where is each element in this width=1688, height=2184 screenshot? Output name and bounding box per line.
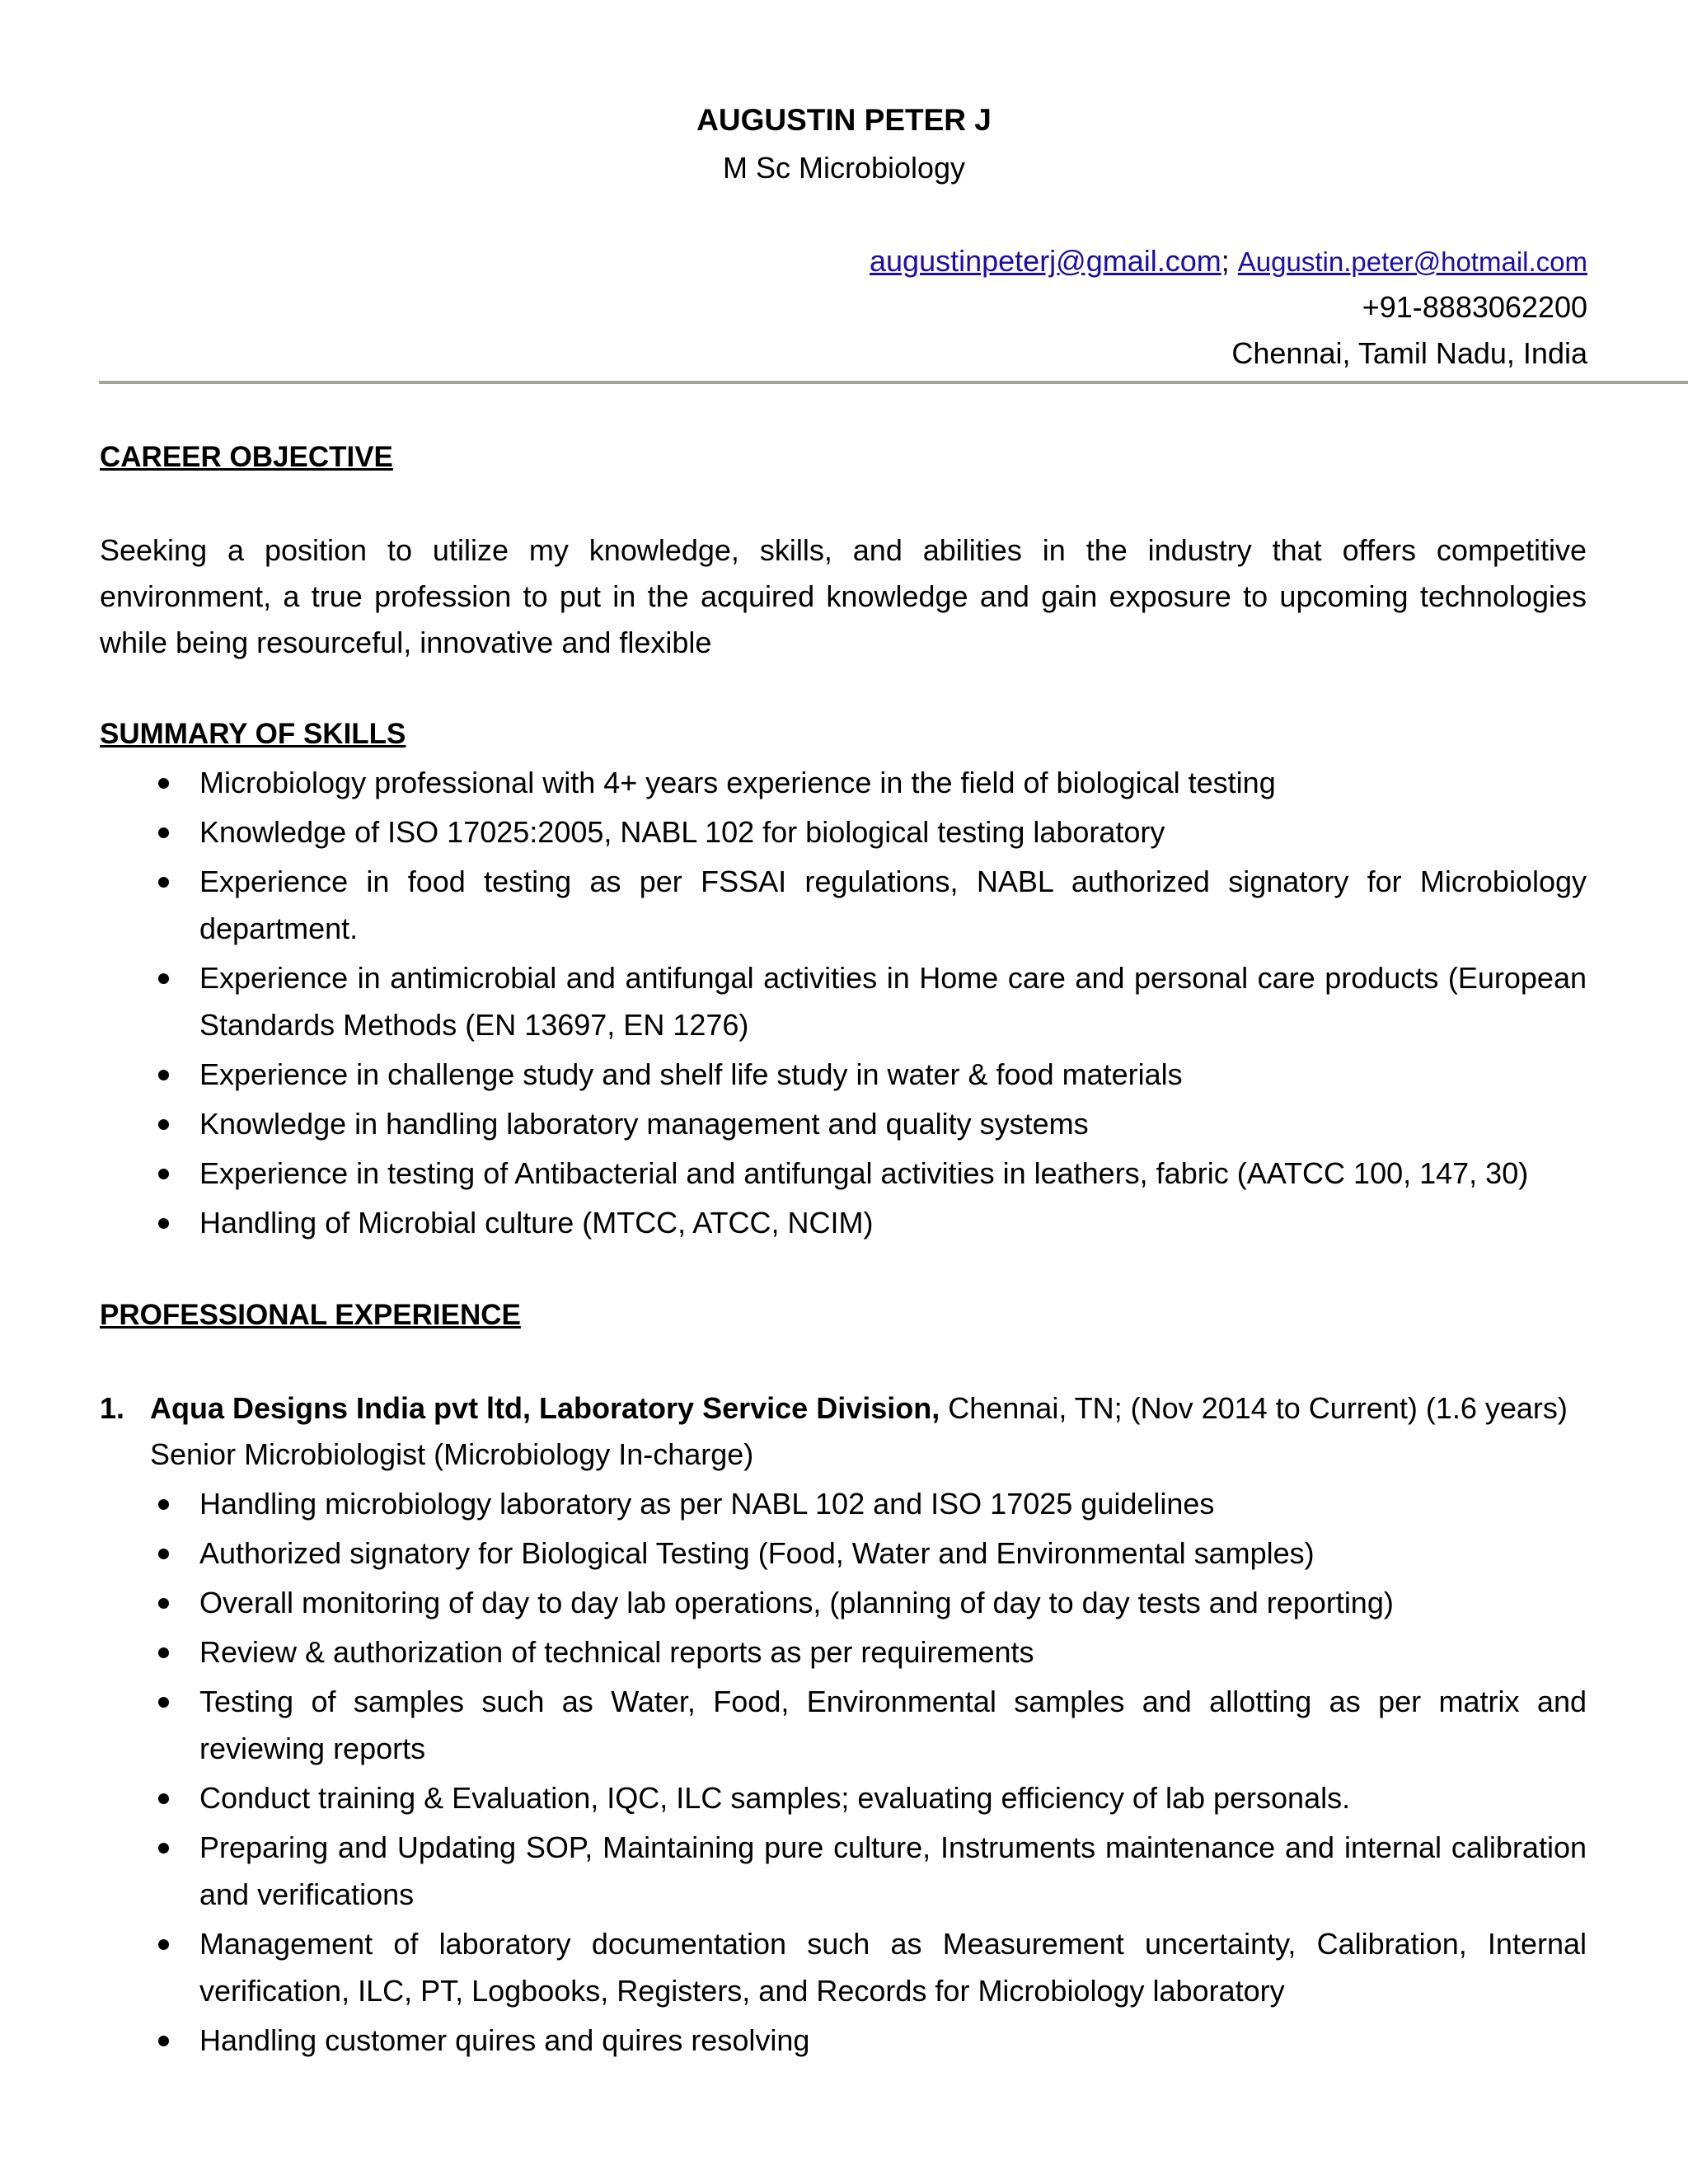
skills-heading: SUMMARY OF SKILLS [100,718,406,750]
list-item: Testing of samples such as Water, Food, Environmental samples and allotting as per matrix and reviewing reports [100,1678,1587,1772]
bullet-icon [158,1843,169,1854]
header-divider [99,381,1688,384]
email-primary-link[interactable]: augustinpeterj@gmail.com [870,244,1221,278]
bullet-icon [158,973,169,984]
bullet-icon [158,1119,169,1130]
bullet-icon [158,1939,169,1950]
bullet-icon [158,1070,169,1080]
list-item: Management of laboratory documentation such as Measurement uncertainty, Calibration, Internal verification, ILC, PT, Logbooks, Registers, and Records for Microbiology laboratory [100,1920,1587,2014]
list-item: Handling customer quires and quires resolving [100,2017,1587,2064]
list-item: Conduct training & Evaluation, IQC, ILC samples; evaluating efficiency of lab personals. [100,1774,1587,1821]
bullet-icon [158,827,169,838]
experience-heading: PROFESSIONAL EXPERIENCE [100,1299,521,1331]
list-item: Experience in antimicrobial and antifungal activities in Home care and personal care products (European Standards Methods (EN 13697, EN 1276) [100,954,1587,1048]
contact-phone: +91-8883062200 [1362,290,1587,324]
candidate-degree: M Sc Microbiology [722,151,966,185]
bullet-icon [158,1169,169,1179]
career-objective-heading: CAREER OBJECTIVE [100,441,393,473]
bullet-icon [158,877,169,888]
list-item: Review & authorization of technical reports as per requirements [100,1629,1587,1675]
bullet-icon [158,2036,169,2046]
contact-location: Chennai, Tamil Nadu, India [1231,336,1587,370]
list-item: Knowledge of ISO 17025:2005, NABL 102 for biological testing laboratory [100,808,1587,855]
objective-line: Seeking a position to utilize my knowledge, skills, and abilities in the industry that offers competitive [100,533,1587,567]
list-item: Microbiology professional with 4+ years experience in the field of biological testing [100,759,1587,806]
list-item: Knowledge in handling laboratory management and quality systems [100,1100,1587,1147]
list-item: Overall monitoring of day to day lab operations, (planning of day to day tests and reporting) [100,1579,1587,1626]
contact-emails [870,244,1587,279]
bullet-icon [158,1598,169,1609]
job-duties-list [100,1480,1587,2066]
list-item: Handling of Microbial culture (MTCC, ATCC, NCIM) [100,1199,1587,1246]
bullet-icon [158,1218,169,1229]
list-item: Preparing and Updating SOP, Maintaining pure culture, Instruments maintenance and internal calibration and verifications [100,1824,1587,1918]
objective-line: environment, a true profession to put in the acquired knowledge and gain exposure to upcoming technologies [100,579,1587,613]
list-item: Authorized signatory for Biological Testing (Food, Water and Environmental samples) [100,1530,1587,1577]
bullet-icon [158,1697,169,1708]
job-number: 1. [100,1391,125,1425]
career-objective-text [100,527,1587,666]
bullet-icon [158,1647,169,1658]
candidate-name: AUGUSTIN PETER J [696,103,992,137]
bullet-icon [158,1499,169,1510]
list-item: Handling microbiology laboratory as per NABL 102 and ISO 17025 guidelines [100,1480,1587,1527]
bullet-icon [158,1549,169,1559]
email-secondary-link[interactable]: Augustin.peter@hotmail.com [1237,246,1587,277]
job-company: Aqua Designs India pvt ltd, Laboratory Service Division, [150,1391,940,1425]
job-role: Senior Microbiologist (Microbiology In-charge) [150,1437,754,1471]
bullet-icon [158,778,169,789]
list-item: Experience in challenge study and shelf life study in water & food materials [100,1051,1587,1098]
bullet-icon [158,1793,169,1804]
objective-line: while being resourceful, innovative and flexible [100,626,712,659]
list-item: Experience in testing of Antibacterial and antifungal activities in leathers, fabric (AATCC 100, 147, 30) [100,1150,1587,1197]
skills-list [100,759,1587,1249]
list-item: Experience in food testing as per FSSAI regulations, NABL authorized signatory for Microbiology department. [100,858,1587,952]
email-separator: ; [1221,244,1230,278]
job-details: Chennai, TN; (Nov 2014 to Current) (1.6 years) [940,1391,1568,1425]
